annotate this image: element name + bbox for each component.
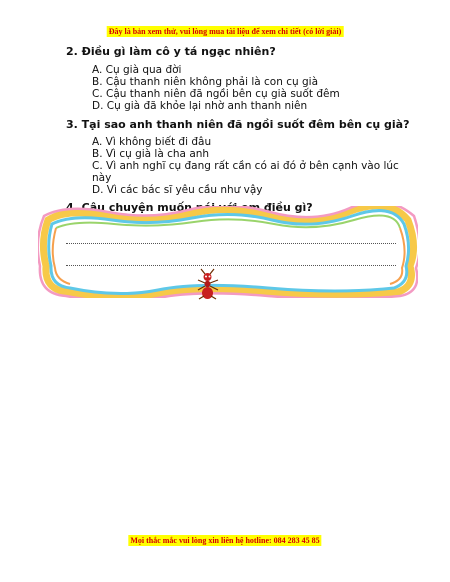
option-b: B. Cậu thanh niên không phải là con cụ già [92,76,319,88]
question-3-title: 3. Tại sao anh thanh niên đã ngồi suốt đêm bên cụ già? [66,118,410,131]
question-2-options [92,64,340,112]
option-a: A. Vì không biết đi đâu [92,136,212,148]
option-c: C. Vì anh nghĩ cụ đang rất cần có ai đó ở bên cạnh vào lúc này [92,160,399,184]
option-a: A. Cụ già qua đời [92,64,182,76]
option-b: B. Vì cụ già là cha anh [92,148,210,160]
hotline-banner: Mọi thắc mắc vui lòng xin liên hệ hotline: 084 283 45 85 [130,536,320,545]
decorative-answer-frame [38,206,418,298]
preview-notice-banner: Đây là bản xem thử, vui lòng mua tài liệu để xem chi tiết (có lời giải) [108,27,342,36]
option-d: D. Vì các bác sĩ yêu cầu như vậy [92,184,263,196]
question-4-title: 4. Câu chuyện muốn nói với em điều gì? [66,201,313,214]
question-2-title: 2. Điều gì làm cô y tá ngạc nhiên? [66,45,276,58]
question-3-options [92,136,402,196]
ant-icon [195,268,221,300]
option-d: D. Cụ già đã khỏe lại nhờ anh thanh niên [92,100,308,112]
answer-line-1 [66,243,396,244]
option-c: C. Cậu thanh niên đã ngồi bên cụ già suốt đêm [92,88,340,100]
answer-line-2 [66,265,396,266]
